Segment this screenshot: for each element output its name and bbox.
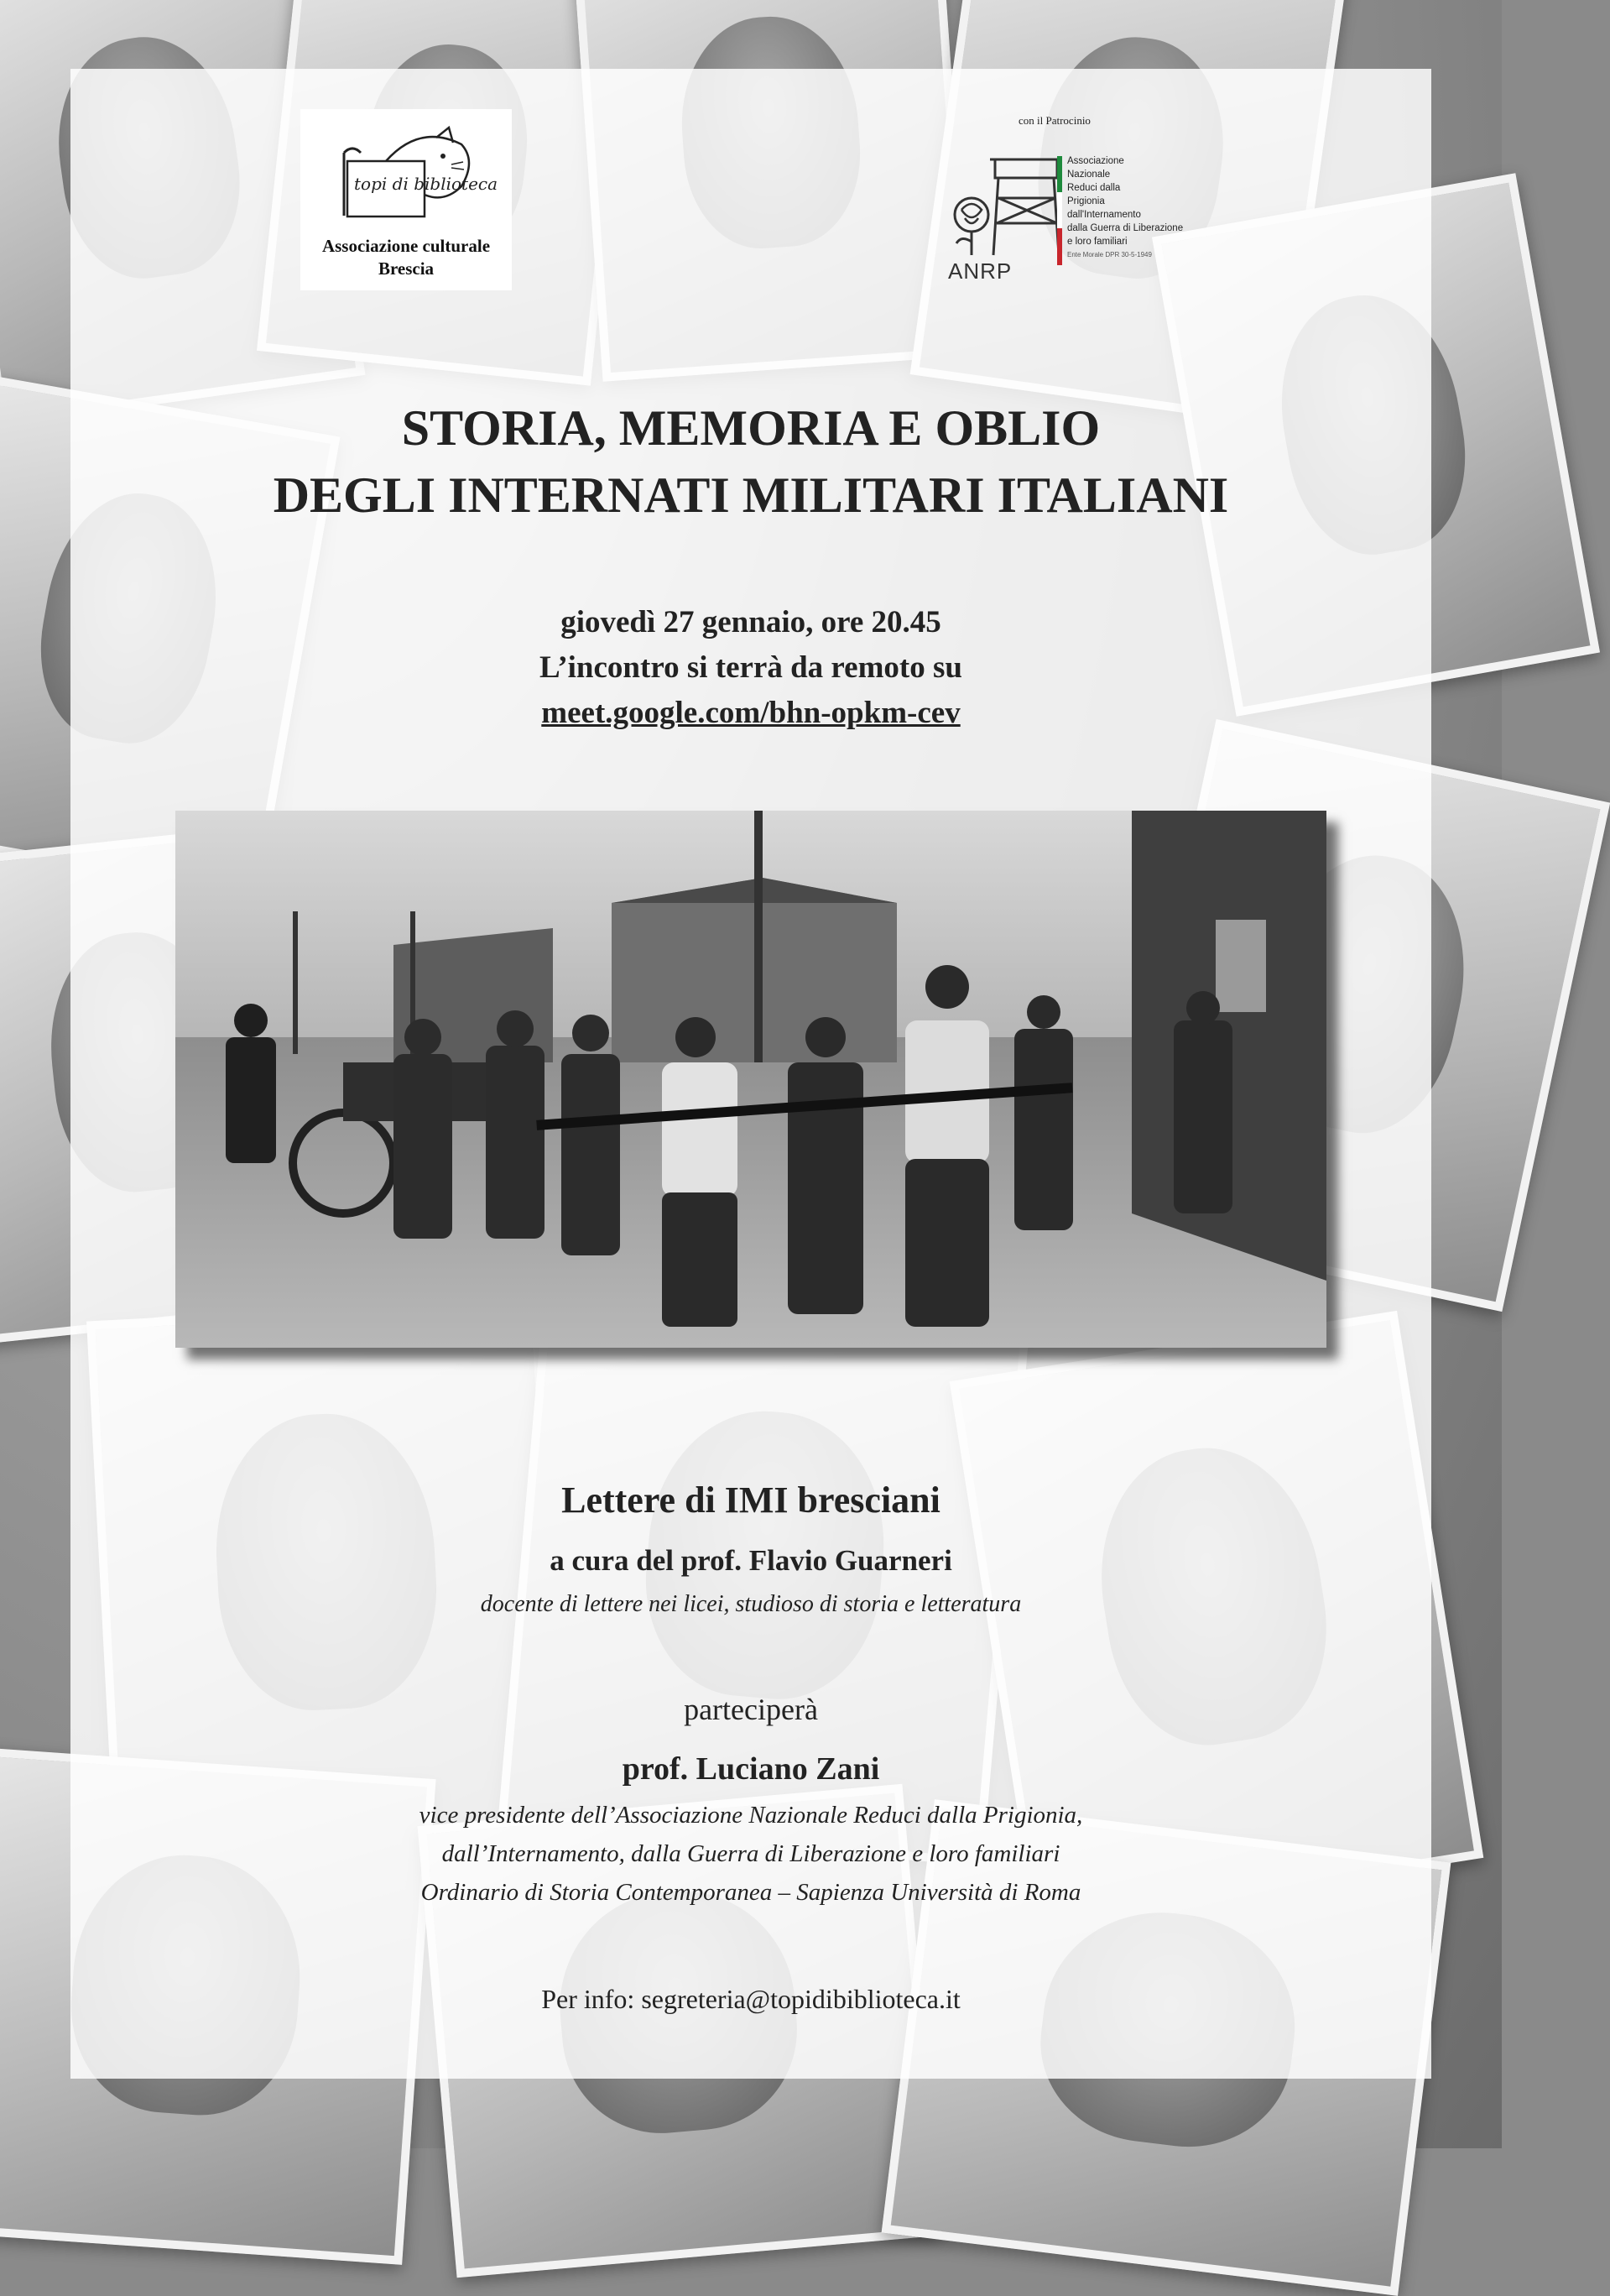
bio-line2: dall’Internamento, dalla Guerra di Liberazione e loro familiari <box>441 1840 1060 1867</box>
assoc-line: dall'Internamento <box>1067 210 1141 220</box>
anrp-association-text <box>1067 154 1210 262</box>
event-remote: L’incontro si terrà da remoto su <box>539 650 962 685</box>
mouse-book-icon <box>336 128 498 220</box>
title-line1: STORIA, MEMORIA E OBLIO <box>401 400 1101 456</box>
assoc-line: Nazionale <box>1067 170 1111 180</box>
assoc-line: e loro familiari <box>1067 237 1128 247</box>
anrp-logo <box>938 109 1206 294</box>
assoc-line: Reduci dalla <box>1067 183 1121 193</box>
historical-photo <box>175 811 1326 1348</box>
talk-curator: a cura del prof. Flavio Guarneri <box>550 1544 952 1577</box>
logo-caption <box>300 235 512 280</box>
page-title <box>70 394 1431 529</box>
contact-info: Per info: segreteria@topidibiblioteca.it <box>541 1984 961 2014</box>
patronage-label: con il Patrocinio <box>1019 114 1091 127</box>
bio-line1: vice presidente dell’Associazione Nazionale Reduci dalla Prigionia, <box>419 1802 1083 1829</box>
talk-curator-role: docente di lettere nei licei, studioso di storia e letteratura <box>480 1591 1022 1617</box>
assoc-line: Associazione <box>1067 156 1124 166</box>
anrp-acronym: ANRP <box>948 258 1013 284</box>
logo-wordmark: topi di biblioteca <box>354 174 498 194</box>
bio-line3: Ordinario di Storia Contemporanea – Sapienza Università di Roma <box>420 1879 1081 1906</box>
italian-flag-stripe <box>1057 156 1062 265</box>
meet-link[interactable]: meet.google.com/bhn-opkm-cev <box>541 696 961 730</box>
logo-caption-line2: Brescia <box>378 258 435 279</box>
logo-caption-line1: Associazione culturale <box>321 236 491 256</box>
topi-di-biblioteca-logo <box>300 109 512 290</box>
talk-title: Lettere di IMI bresciani <box>561 1479 940 1521</box>
participant-name: prof. Luciano Zani <box>622 1751 880 1787</box>
participant-bio <box>70 1796 1431 1912</box>
event-date: giovedì 27 gennaio, ore 20.45 <box>560 605 941 639</box>
event-info <box>70 600 1431 736</box>
title-line2: DEGLI INTERNATI MILITARI ITALIANI <box>273 467 1229 523</box>
assoc-line: dalla Guerra di Liberazione <box>1067 223 1184 233</box>
assoc-line: Prigionia <box>1067 196 1105 206</box>
assoc-ente: Ente Morale DPR 30-5-1949 <box>1067 251 1152 258</box>
participant-intro: parteciperà <box>684 1693 818 1726</box>
watchtower-rose-icon <box>946 148 1064 257</box>
